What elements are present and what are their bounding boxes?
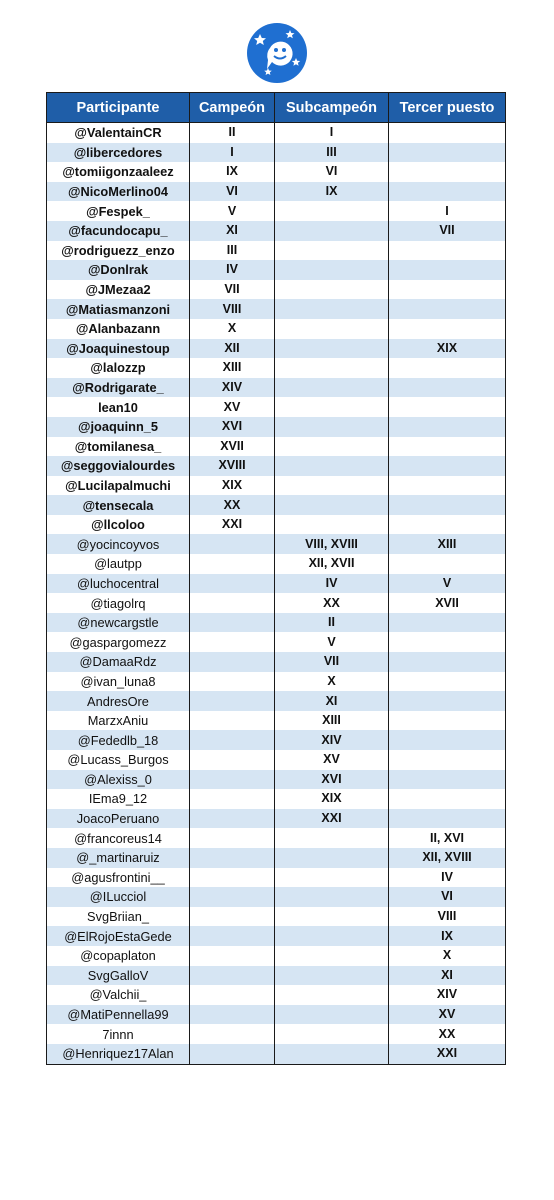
tercer-puesto-cell — [389, 711, 506, 731]
campeon-cell: IV — [190, 260, 275, 280]
subcampeon-cell — [275, 946, 389, 966]
subcampeon-cell — [275, 358, 389, 378]
table-row — [47, 162, 506, 182]
participant-name: @Lucilapalmuchi — [47, 476, 190, 496]
campeon-cell: XX — [190, 495, 275, 515]
campeon-cell — [190, 750, 275, 770]
table-row — [47, 260, 506, 280]
participant-name: @agusfrontini__ — [47, 868, 190, 888]
table-row — [47, 730, 506, 750]
table-row — [47, 456, 506, 476]
campeon-cell — [190, 1044, 275, 1064]
tercer-puesto-cell — [389, 613, 506, 633]
table-row — [47, 554, 506, 574]
table-row — [47, 280, 506, 300]
tercer-puesto-cell: IX — [389, 926, 506, 946]
tercer-puesto-cell — [389, 143, 506, 163]
tercer-puesto-cell — [389, 182, 506, 202]
subcampeon-cell — [275, 221, 389, 241]
campeon-cell: XI — [190, 221, 275, 241]
tercer-puesto-cell — [389, 672, 506, 692]
subcampeon-cell — [275, 241, 389, 261]
table-row — [47, 672, 506, 692]
participant-name: @_martinaruiz — [47, 848, 190, 868]
subcampeon-cell — [275, 966, 389, 986]
participant-name: @tomilanesa_ — [47, 437, 190, 457]
subcampeon-cell: IX — [275, 182, 389, 202]
subcampeon-cell — [275, 378, 389, 398]
table-row — [47, 711, 506, 731]
tercer-puesto-cell — [389, 260, 506, 280]
standings-table — [46, 92, 506, 1065]
table-row — [47, 143, 506, 163]
header-row — [47, 93, 506, 123]
campeon-cell: XV — [190, 397, 275, 417]
participant-name: @ValentainCR — [47, 123, 190, 143]
tercer-puesto-cell — [389, 515, 506, 535]
subcampeon-cell: XXI — [275, 809, 389, 829]
campeon-cell — [190, 887, 275, 907]
campeon-cell — [190, 926, 275, 946]
subcampeon-cell: IV — [275, 574, 389, 594]
table-row — [47, 437, 506, 457]
campeon-cell — [190, 574, 275, 594]
participant-name: MarzxAniu — [47, 711, 190, 731]
table-row — [47, 515, 506, 535]
table-row — [47, 221, 506, 241]
subcampeon-cell: III — [275, 143, 389, 163]
tercer-puesto-cell: IV — [389, 868, 506, 888]
subcampeon-cell: V — [275, 632, 389, 652]
participant-name: @llcoloo — [47, 515, 190, 535]
tercer-puesto-cell — [389, 789, 506, 809]
tercer-puesto-cell: XIII — [389, 534, 506, 554]
table-row — [47, 476, 506, 496]
table-row — [47, 613, 506, 633]
table-row — [47, 966, 506, 986]
tercer-puesto-cell: VI — [389, 887, 506, 907]
participant-name: 7innn — [47, 1024, 190, 1044]
campeon-cell — [190, 613, 275, 633]
tercer-puesto-cell — [389, 437, 506, 457]
participant-name: @tensecala — [47, 495, 190, 515]
table-row — [47, 907, 506, 927]
participant-name: JoacoPeruano — [47, 809, 190, 829]
table-row — [47, 1005, 506, 1025]
participant-name: @Fespek_ — [47, 201, 190, 221]
tercer-puesto-cell: XI — [389, 966, 506, 986]
participant-name: @Valchii_ — [47, 985, 190, 1005]
subcampeon-cell — [275, 985, 389, 1005]
participant-name: @copaplaton — [47, 946, 190, 966]
subcampeon-cell — [275, 260, 389, 280]
tercer-puesto-cell — [389, 652, 506, 672]
campeon-cell: V — [190, 201, 275, 221]
subcampeon-cell — [275, 201, 389, 221]
tercer-puesto-cell — [389, 632, 506, 652]
tercer-puesto-cell — [389, 358, 506, 378]
table-row — [47, 358, 506, 378]
campeon-cell: XIX — [190, 476, 275, 496]
participant-name: @JMezaa2 — [47, 280, 190, 300]
table-row — [47, 770, 506, 790]
subcampeon-cell — [275, 1024, 389, 1044]
participant-name: SvgGalloV — [47, 966, 190, 986]
subcampeon-cell: VI — [275, 162, 389, 182]
campeon-cell: XIV — [190, 378, 275, 398]
subcampeon-cell — [275, 280, 389, 300]
campeon-cell — [190, 907, 275, 927]
header-subcampeon: Subcampeón — [275, 93, 389, 123]
participant-name: @francoreus14 — [47, 828, 190, 848]
table-row — [47, 339, 506, 359]
tercer-puesto-cell: XVII — [389, 593, 506, 613]
tercer-puesto-cell: XIV — [389, 985, 506, 1005]
participant-name: @yocincoyvos — [47, 534, 190, 554]
campeon-cell — [190, 672, 275, 692]
tercer-puesto-cell: XX — [389, 1024, 506, 1044]
tercer-puesto-cell — [389, 123, 506, 143]
table-row — [47, 417, 506, 437]
participant-name: @luchocentral — [47, 574, 190, 594]
participant-name: @MatiPennella99 — [47, 1005, 190, 1025]
tercer-puesto-cell — [389, 319, 506, 339]
campeon-cell — [190, 985, 275, 1005]
table-row — [47, 868, 506, 888]
campeon-cell: VIII — [190, 299, 275, 319]
campeon-cell — [190, 1024, 275, 1044]
campeon-cell — [190, 711, 275, 731]
table-row — [47, 241, 506, 261]
table-row — [47, 828, 506, 848]
participant-name: @Joaquinestoup — [47, 339, 190, 359]
table-row — [47, 397, 506, 417]
campeon-cell — [190, 534, 275, 554]
participant-name: SvgBriian_ — [47, 907, 190, 927]
table-row — [47, 652, 506, 672]
table-row — [47, 123, 506, 143]
participant-name: @tiagolrq — [47, 593, 190, 613]
subcampeon-cell — [275, 495, 389, 515]
participant-name: @ElRojoEstaGede — [47, 926, 190, 946]
table-row — [47, 887, 506, 907]
campeon-cell — [190, 632, 275, 652]
campeon-cell: I — [190, 143, 275, 163]
subcampeon-cell: XIX — [275, 789, 389, 809]
subcampeon-cell: II — [275, 613, 389, 633]
tercer-puesto-cell: II, XVI — [389, 828, 506, 848]
subcampeon-cell: XV — [275, 750, 389, 770]
table-row — [47, 985, 506, 1005]
tercer-puesto-cell — [389, 162, 506, 182]
participant-name: @Lucass_Burgos — [47, 750, 190, 770]
participant-name: @joaquinn_5 — [47, 417, 190, 437]
table-row — [47, 319, 506, 339]
tercer-puesto-cell — [389, 397, 506, 417]
subcampeon-cell — [275, 828, 389, 848]
subcampeon-cell — [275, 848, 389, 868]
participant-name: @DamaaRdz — [47, 652, 190, 672]
table-row — [47, 593, 506, 613]
table-row — [47, 201, 506, 221]
subcampeon-cell: I — [275, 123, 389, 143]
campeon-cell: VII — [190, 280, 275, 300]
participant-name: @lalozzp — [47, 358, 190, 378]
subcampeon-cell — [275, 417, 389, 437]
subcampeon-cell — [275, 456, 389, 476]
subcampeon-cell — [275, 437, 389, 457]
participant-name: @Alanbazann — [47, 319, 190, 339]
campeon-cell: XXI — [190, 515, 275, 535]
tercer-puesto-cell — [389, 809, 506, 829]
tercer-puesto-cell: VIII — [389, 907, 506, 927]
subcampeon-cell: XI — [275, 691, 389, 711]
table-row — [47, 848, 506, 868]
tercer-puesto-cell — [389, 378, 506, 398]
campeon-cell — [190, 593, 275, 613]
participant-name: @newcargstle — [47, 613, 190, 633]
tercer-puesto-cell — [389, 241, 506, 261]
table-row — [47, 299, 506, 319]
participant-name: @Alexiss_0 — [47, 770, 190, 790]
tercer-puesto-cell — [389, 417, 506, 437]
subcampeon-cell: XIV — [275, 730, 389, 750]
subcampeon-cell — [275, 907, 389, 927]
tercer-puesto-cell: V — [389, 574, 506, 594]
campeon-cell: II — [190, 123, 275, 143]
subcampeon-cell — [275, 1044, 389, 1064]
soccer-ball-smiley-logo-icon — [246, 22, 308, 84]
tercer-puesto-cell — [389, 280, 506, 300]
subcampeon-cell — [275, 339, 389, 359]
tercer-puesto-cell: XXI — [389, 1044, 506, 1064]
subcampeon-cell: XVI — [275, 770, 389, 790]
campeon-cell — [190, 966, 275, 986]
participant-name: @facundocapu_ — [47, 221, 190, 241]
campeon-cell — [190, 946, 275, 966]
participant-name: @ivan_luna8 — [47, 672, 190, 692]
tercer-puesto-cell — [389, 730, 506, 750]
tercer-puesto-cell: XIX — [389, 339, 506, 359]
tercer-puesto-cell: I — [389, 201, 506, 221]
campeon-cell — [190, 691, 275, 711]
participant-name: @lautpp — [47, 554, 190, 574]
subcampeon-cell: XIII — [275, 711, 389, 731]
subcampeon-cell: XII, XVII — [275, 554, 389, 574]
table-row — [47, 378, 506, 398]
tercer-puesto-cell — [389, 476, 506, 496]
subcampeon-cell — [275, 319, 389, 339]
subcampeon-cell — [275, 926, 389, 946]
campeon-cell — [190, 868, 275, 888]
participant-name: @Henriquez17Alan — [47, 1044, 190, 1064]
table-row — [47, 946, 506, 966]
subcampeon-cell — [275, 397, 389, 417]
participant-name: AndresOre — [47, 691, 190, 711]
tercer-puesto-cell: VII — [389, 221, 506, 241]
subcampeon-cell — [275, 299, 389, 319]
participant-name: @gaspargomezz — [47, 632, 190, 652]
subcampeon-cell — [275, 887, 389, 907]
subcampeon-cell — [275, 1005, 389, 1025]
table-row — [47, 691, 506, 711]
table-row — [47, 1024, 506, 1044]
table-row — [47, 495, 506, 515]
tercer-puesto-cell — [389, 770, 506, 790]
participant-name: @rodriguezz_enzo — [47, 241, 190, 261]
table-row — [47, 789, 506, 809]
subcampeon-cell — [275, 476, 389, 496]
participant-name: IEma9_12 — [47, 789, 190, 809]
participant-name: @libercedores — [47, 143, 190, 163]
subcampeon-cell: X — [275, 672, 389, 692]
table-row — [47, 926, 506, 946]
campeon-cell: IX — [190, 162, 275, 182]
header-tercer-puesto: Tercer puesto — [389, 93, 506, 123]
subcampeon-cell — [275, 868, 389, 888]
table-row — [47, 1044, 506, 1064]
tercer-puesto-cell — [389, 299, 506, 319]
header-participante: Participante — [47, 93, 190, 123]
participant-name: @Donlrak — [47, 260, 190, 280]
tercer-puesto-cell — [389, 554, 506, 574]
campeon-cell — [190, 554, 275, 574]
campeon-cell: X — [190, 319, 275, 339]
subcampeon-cell: VII — [275, 652, 389, 672]
participant-name: @NicoMerlino04 — [47, 182, 190, 202]
participant-name: @Matiasmanzoni — [47, 299, 190, 319]
tercer-puesto-cell — [389, 456, 506, 476]
campeon-cell: XII — [190, 339, 275, 359]
participant-name: @Rodrigarate_ — [47, 378, 190, 398]
campeon-cell: VI — [190, 182, 275, 202]
campeon-cell: XVIII — [190, 456, 275, 476]
header-campeon: Campeón — [190, 93, 275, 123]
tercer-puesto-cell — [389, 691, 506, 711]
participant-name: @ILucciol — [47, 887, 190, 907]
participant-name: @Fededlb_18 — [47, 730, 190, 750]
subcampeon-cell: VIII, XVIII — [275, 534, 389, 554]
campeon-cell — [190, 1005, 275, 1025]
table-row — [47, 182, 506, 202]
tercer-puesto-cell — [389, 750, 506, 770]
campeon-cell — [190, 730, 275, 750]
table-row — [47, 574, 506, 594]
table-row — [47, 809, 506, 829]
campeon-cell: XVII — [190, 437, 275, 457]
participant-name: @seggovialourdes — [47, 456, 190, 476]
campeon-cell: XVI — [190, 417, 275, 437]
campeon-cell: III — [190, 241, 275, 261]
participant-name: lean10 — [47, 397, 190, 417]
campeon-cell — [190, 848, 275, 868]
tercer-puesto-cell: XII, XVIII — [389, 848, 506, 868]
subcampeon-cell — [275, 515, 389, 535]
table-row — [47, 750, 506, 770]
campeon-cell — [190, 652, 275, 672]
campeon-cell — [190, 789, 275, 809]
table-row — [47, 632, 506, 652]
campeon-cell — [190, 770, 275, 790]
campeon-cell — [190, 828, 275, 848]
tercer-puesto-cell: X — [389, 946, 506, 966]
tercer-puesto-cell — [389, 495, 506, 515]
subcampeon-cell: XX — [275, 593, 389, 613]
table-row — [47, 534, 506, 554]
campeon-cell — [190, 809, 275, 829]
participant-name: @tomiigonzaaleez — [47, 162, 190, 182]
tercer-puesto-cell: XV — [389, 1005, 506, 1025]
campeon-cell: XIII — [190, 358, 275, 378]
